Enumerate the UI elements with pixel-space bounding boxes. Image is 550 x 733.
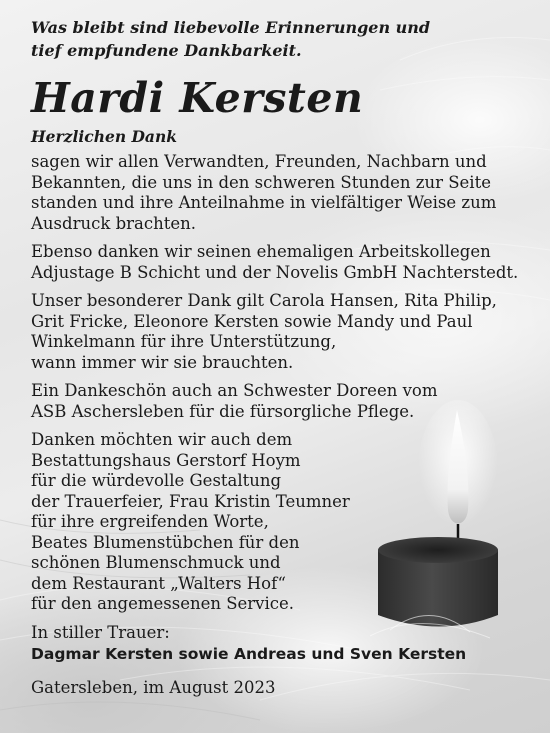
mourning-label: In stiller Trauer: — [31, 622, 170, 642]
motto-line-2: tief empfundene Dankbarkeit. — [31, 41, 302, 60]
paragraph-colleagues: Ebenso danken wir seinen ehemaligen Arbeitskollegen Adjustage B Schicht und der Novelis GmbH Nachterstedt. — [31, 242, 519, 282]
greeting: Herzlichen Dank — [31, 127, 177, 146]
paragraph-funeral-services: Danken möchten wir auch dem Bestattungshaus Gerstorf Hoym für die würdevolle Gestaltung der Trauerfeier, Frau Kristin Teumner für ihre ergreifenden Worte, Beates Blumenstübchen für den schönen Blumenschmuck und dem Restaurant „Walters Hof“ für den angemessenen Service. — [31, 430, 350, 613]
paragraph-thanks-all: sagen wir allen Verwandten, Freunden, Nachbarn und Bekannten, die uns in den schweren Stunden zur Seite standen und ihre Anteilnahme in vielfältiger Weise zum Ausdruck brachten. — [31, 152, 497, 233]
motto-line-1: Was bleibt sind liebevolle Erinnerungen und — [31, 18, 431, 37]
place-date: Gatersleben, im August 2023 — [31, 678, 276, 697]
paragraph-nursing: Ein Dankeschön auch an Schwester Doreen vom ASB Aschersleben für die fürsorgliche Pflege. — [31, 381, 438, 421]
candle-icon — [370, 400, 505, 640]
deceased-name: Hardi Kersten — [31, 74, 364, 122]
paragraph-special-thanks: Unser besonderer Dank gilt Carola Hansen, Rita Philip, Grit Fricke, Eleonore Kersten sowie Mandy und Paul Winkelmann für ihre Unterstützung, wann immer wir sie brauchten. — [31, 291, 497, 372]
family-names: Dagmar Kersten sowie Andreas und Sven Kersten — [31, 645, 467, 663]
